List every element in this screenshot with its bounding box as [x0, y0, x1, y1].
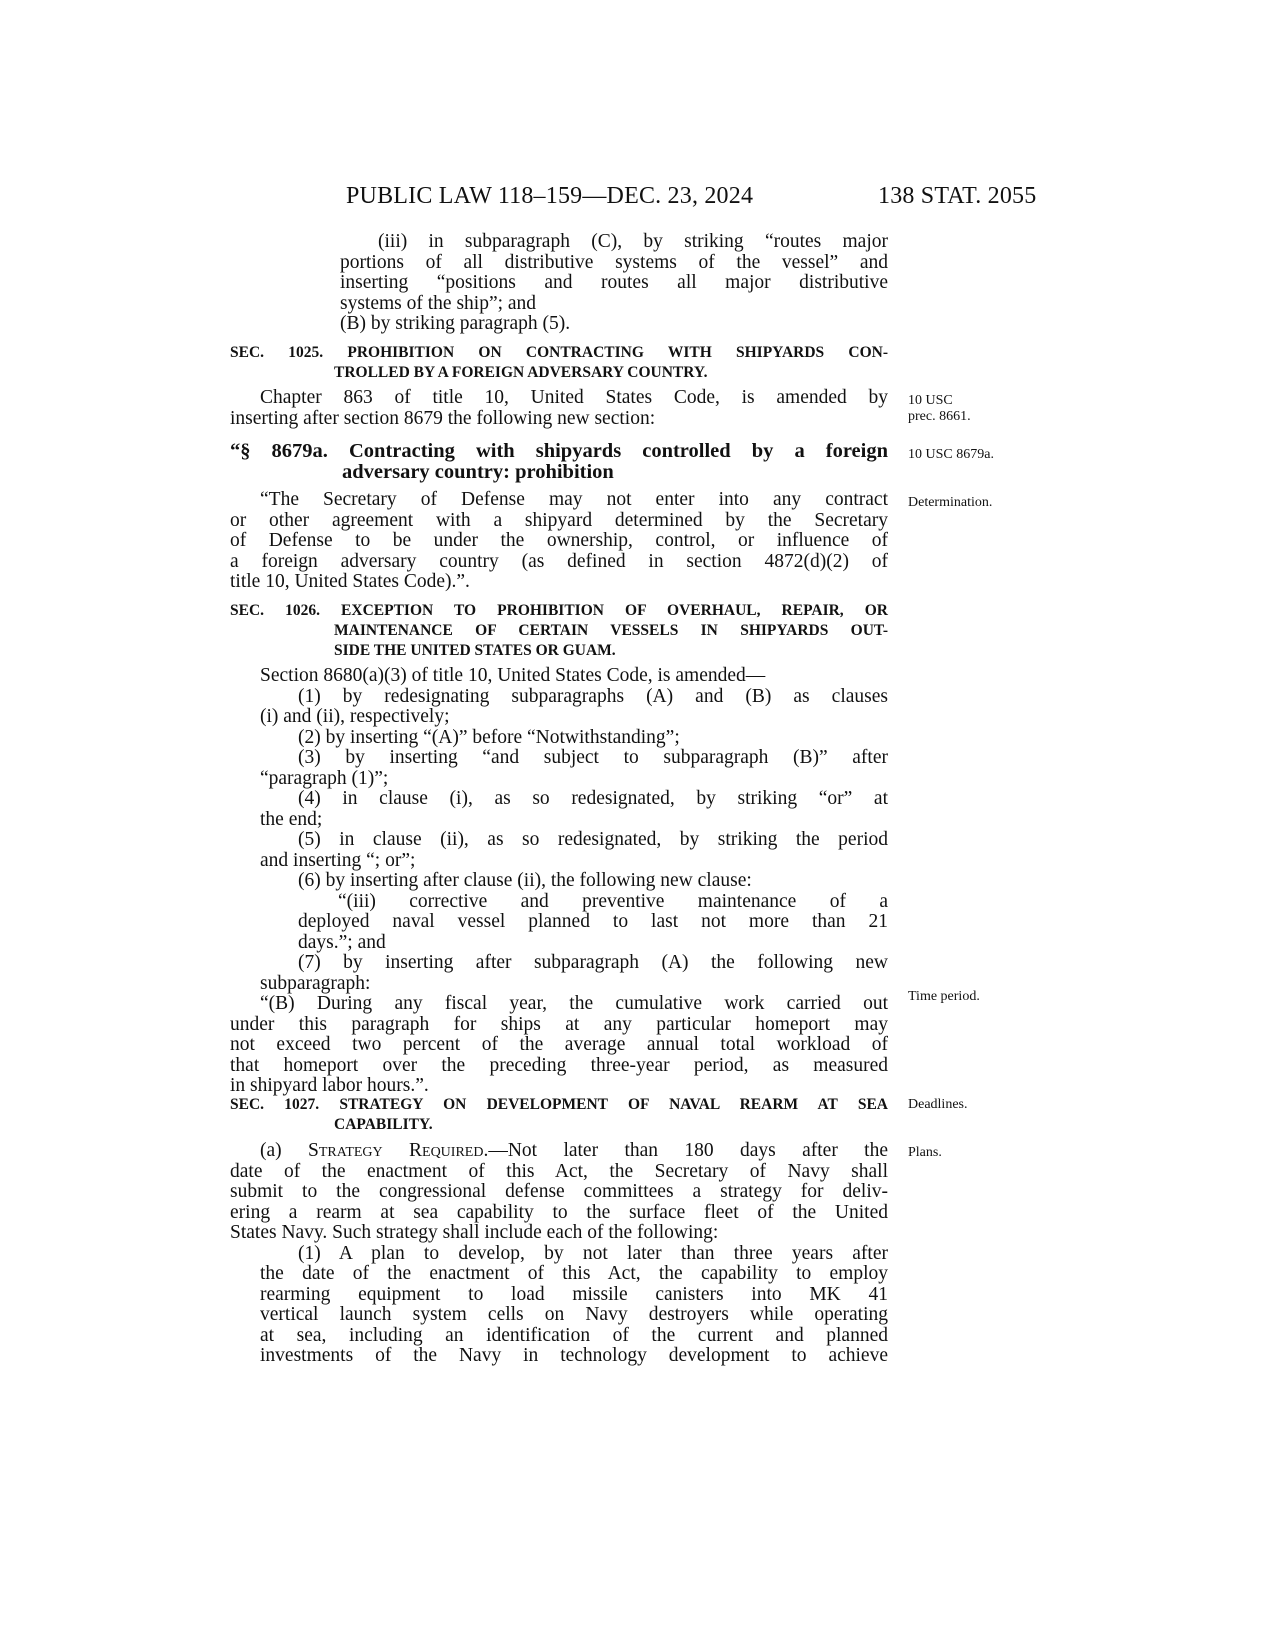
- text-line: date of the enactment of this Act, the Secretary of Navy shall: [230, 1160, 888, 1182]
- continuation-block: [230, 232, 888, 335]
- subsection-heading-8679a: [230, 441, 888, 483]
- text-line: Section 8680(a)(3) of title 10, United States Code, is amended—: [260, 665, 766, 686]
- heading-line: adversary country: prohibition: [342, 461, 614, 483]
- text-line: submit to the congressional defense committees a strategy for deliv-: [230, 1181, 888, 1202]
- text-line: (1) by redesignating subparagraphs (A) and (B) as clauses: [298, 685, 888, 707]
- margin-line: prec. 8661.: [908, 408, 971, 424]
- text-line: inserting “positions and routes all major distributive: [340, 272, 888, 293]
- text-line: (B) by striking paragraph (5).: [340, 313, 571, 334]
- section-1026-body: [230, 666, 888, 1097]
- quoted-line: “(B) During any fiscal year, the cumulative work carried out: [260, 993, 888, 1014]
- section-1025-body: [230, 388, 888, 429]
- text-line: rearming equipment to load missile canisters into MK 41: [260, 1283, 888, 1305]
- margin-note-determination: Determination.: [908, 495, 993, 510]
- margin-note-usc-prec: [908, 393, 971, 424]
- margin-line: 10 USC: [908, 393, 953, 408]
- text-line: portions of all distributive systems of the vessel” and: [340, 251, 888, 273]
- text-line: vertical launch system cells on Navy destroyers while operating: [260, 1304, 888, 1325]
- running-header-title: PUBLIC LAW 118–159—DEC. 23, 2024: [346, 183, 754, 209]
- text-line: systems of the ship”; and: [340, 292, 537, 314]
- quoted-line: days.”; and: [298, 931, 386, 953]
- text-line: [230, 1141, 888, 1162]
- heading-line: SEC. 1025. PROHIBITION ON CONTRACTING WITH SHIPYARDS CON-: [230, 344, 888, 361]
- heading-line: SEC. 1027. STRATEGY ON DEVELOPMENT OF NAVAL REARM AT SEA: [230, 1096, 888, 1113]
- margin-note-usc-8679a: 10 USC 8679a.: [908, 447, 994, 462]
- text-line: title 10, United States Code).”.: [230, 571, 470, 592]
- text-line: Chapter 863 of title 10, United States Code, is amended by: [260, 387, 888, 408]
- text-line: and inserting “; or”;: [260, 849, 416, 871]
- text-line: (5) in clause (ii), as so redesignated, by striking the period: [298, 829, 888, 850]
- heading-line: SEC. 1026. EXCEPTION TO PROHIBITION OF OVERHAUL, REPAIR, OR: [230, 602, 888, 619]
- text-line: (6) by inserting after clause (ii), the following new clause:: [298, 870, 752, 891]
- text-run: .—Not later than 180 days after the: [483, 1140, 889, 1161]
- text-line: subparagraph:: [260, 972, 371, 994]
- text-line: (3) by inserting “and subject to subparagraph (B)” after: [298, 747, 888, 768]
- margin-note-plans: Plans.: [908, 1145, 942, 1160]
- text-line: “paragraph (1)”;: [260, 767, 389, 789]
- subsection-title: Strategy Required: [308, 1140, 484, 1161]
- text-line: the date of the enactment of this Act, the capability to employ: [260, 1263, 888, 1284]
- quoted-line: in shipyard labor hours.”.: [230, 1075, 429, 1096]
- text-line: a foreign adversary country (as defined in section 4872(d)(2) of: [230, 550, 888, 572]
- section-heading-1026: [230, 601, 888, 661]
- text-line: (7) by inserting after subparagraph (A) the following new: [298, 952, 888, 973]
- heading-line: “§ 8679a. Contracting with shipyards controlled by a foreign: [230, 440, 888, 462]
- text-line: (i) and (ii), respectively;: [260, 706, 450, 727]
- margin-note-time-period: Time period.: [908, 989, 980, 1004]
- quoted-line: not exceed two percent of the average annual total workload of: [230, 1034, 888, 1055]
- margin-note-deadlines: Deadlines.: [908, 1097, 968, 1112]
- heading-line: TROLLED BY A FOREIGN ADVERSARY COUNTRY.: [334, 364, 708, 381]
- section-8679a-text: [230, 490, 888, 593]
- heading-line: MAINTENANCE OF CERTAIN VESSELS IN SHIPYARDS OUT-: [334, 622, 888, 639]
- text-line: (2) by inserting “(A)” before “Notwithstanding”;: [298, 726, 680, 748]
- quoted-line: under this paragraph for ships at any particular homeport may: [230, 1013, 888, 1035]
- page-number: 138 STAT. 2055: [878, 183, 1037, 209]
- text-line: (1) A plan to develop, by not later than three years after: [298, 1242, 888, 1264]
- quoted-line: that homeport over the preceding three-year period, as measured: [230, 1054, 888, 1076]
- text-line: States Navy. Such strategy shall include each of the following:: [230, 1222, 719, 1243]
- text-line: of Defense to be under the ownership, control, or influence of: [230, 530, 888, 551]
- section-heading-1025: [230, 343, 888, 383]
- text-line: or other agreement with a shipyard determined by the Secretary: [230, 509, 888, 531]
- section-heading-1027: [230, 1095, 888, 1135]
- quoted-line: deployed naval vessel planned to last not more than 21: [298, 911, 888, 932]
- heading-line: CAPABILITY.: [334, 1116, 433, 1133]
- text-line: ering a rearm at sea capability to the surface fleet of the United: [230, 1201, 888, 1223]
- quoted-line: “(iii) corrective and preventive maintenance of a: [338, 890, 888, 912]
- subsection-label: (a): [260, 1140, 282, 1161]
- text-line: “The Secretary of Defense may not enter into any contract: [260, 489, 888, 510]
- text-line: at sea, including an identification of the current and planned: [260, 1324, 888, 1346]
- text-line: investments of the Navy in technology development to achieve: [260, 1345, 888, 1366]
- text-line: (iii) in subparagraph (C), by striking “routes major: [378, 231, 888, 252]
- text-line: inserting after section 8679 the following new section:: [230, 407, 656, 429]
- heading-line: SIDE THE UNITED STATES OR GUAM.: [334, 642, 616, 659]
- text-line: the end;: [260, 808, 323, 830]
- section-1027-body: [230, 1141, 888, 1367]
- text-line: (4) in clause (i), as so redesignated, by striking “or” at: [298, 788, 888, 809]
